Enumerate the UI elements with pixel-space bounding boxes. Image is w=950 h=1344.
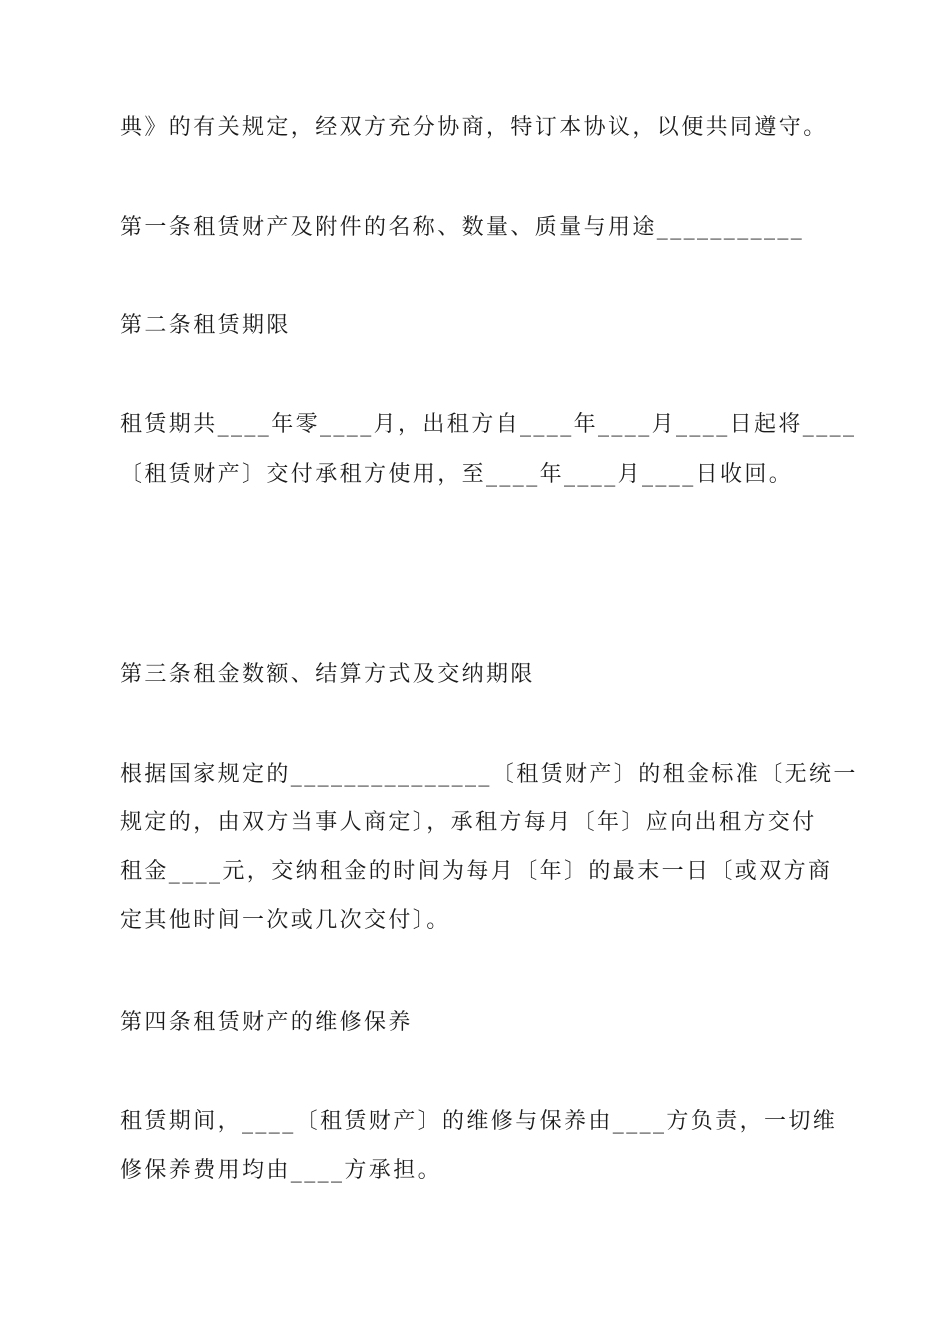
article-3-text-line-1: 根据国家规定的_______________〔租赁财产〕的租金标准〔无统一 <box>120 762 858 787</box>
article-4-text-line-1: 租赁期间，____〔租赁财产〕的维修与保养由____方负责，一切维 <box>120 1109 838 1134</box>
article-4-text-line-2: 修保养费用均由____方承担。 <box>120 1158 443 1183</box>
article-1-heading: 第一条租赁财产及附件的名称、数量、质量与用途___________ <box>120 215 805 240</box>
article-3-text-line-2: 规定的，由双方当事人商定〕，承租方每月〔年〕应向出租方交付 <box>120 810 817 835</box>
article-3-text-line-3: 租金____元，交纳租金的时间为每月〔年〕的最末一日〔或双方商 <box>120 859 833 884</box>
article-2-heading: 第二条租赁期限 <box>120 313 291 338</box>
article-3-heading: 第三条租金数额、结算方式及交纳期限 <box>120 662 535 687</box>
article-2-text-line-2: 〔租赁财产〕交付承租方使用，至____年____月____日收回。 <box>120 462 794 487</box>
article-4-heading: 第四条租赁财产的维修保养 <box>120 1010 413 1035</box>
article-3-text-line-4: 定其他时间一次或几次交付〕。 <box>120 908 451 933</box>
article-2-text-line-1: 租赁期共____年零____月，出租方自____年____月____日起将____ <box>120 412 857 437</box>
paragraph-intro-end: 典》的有关规定，经双方充分协商，特订本协议，以便共同遵守。 <box>120 115 828 140</box>
